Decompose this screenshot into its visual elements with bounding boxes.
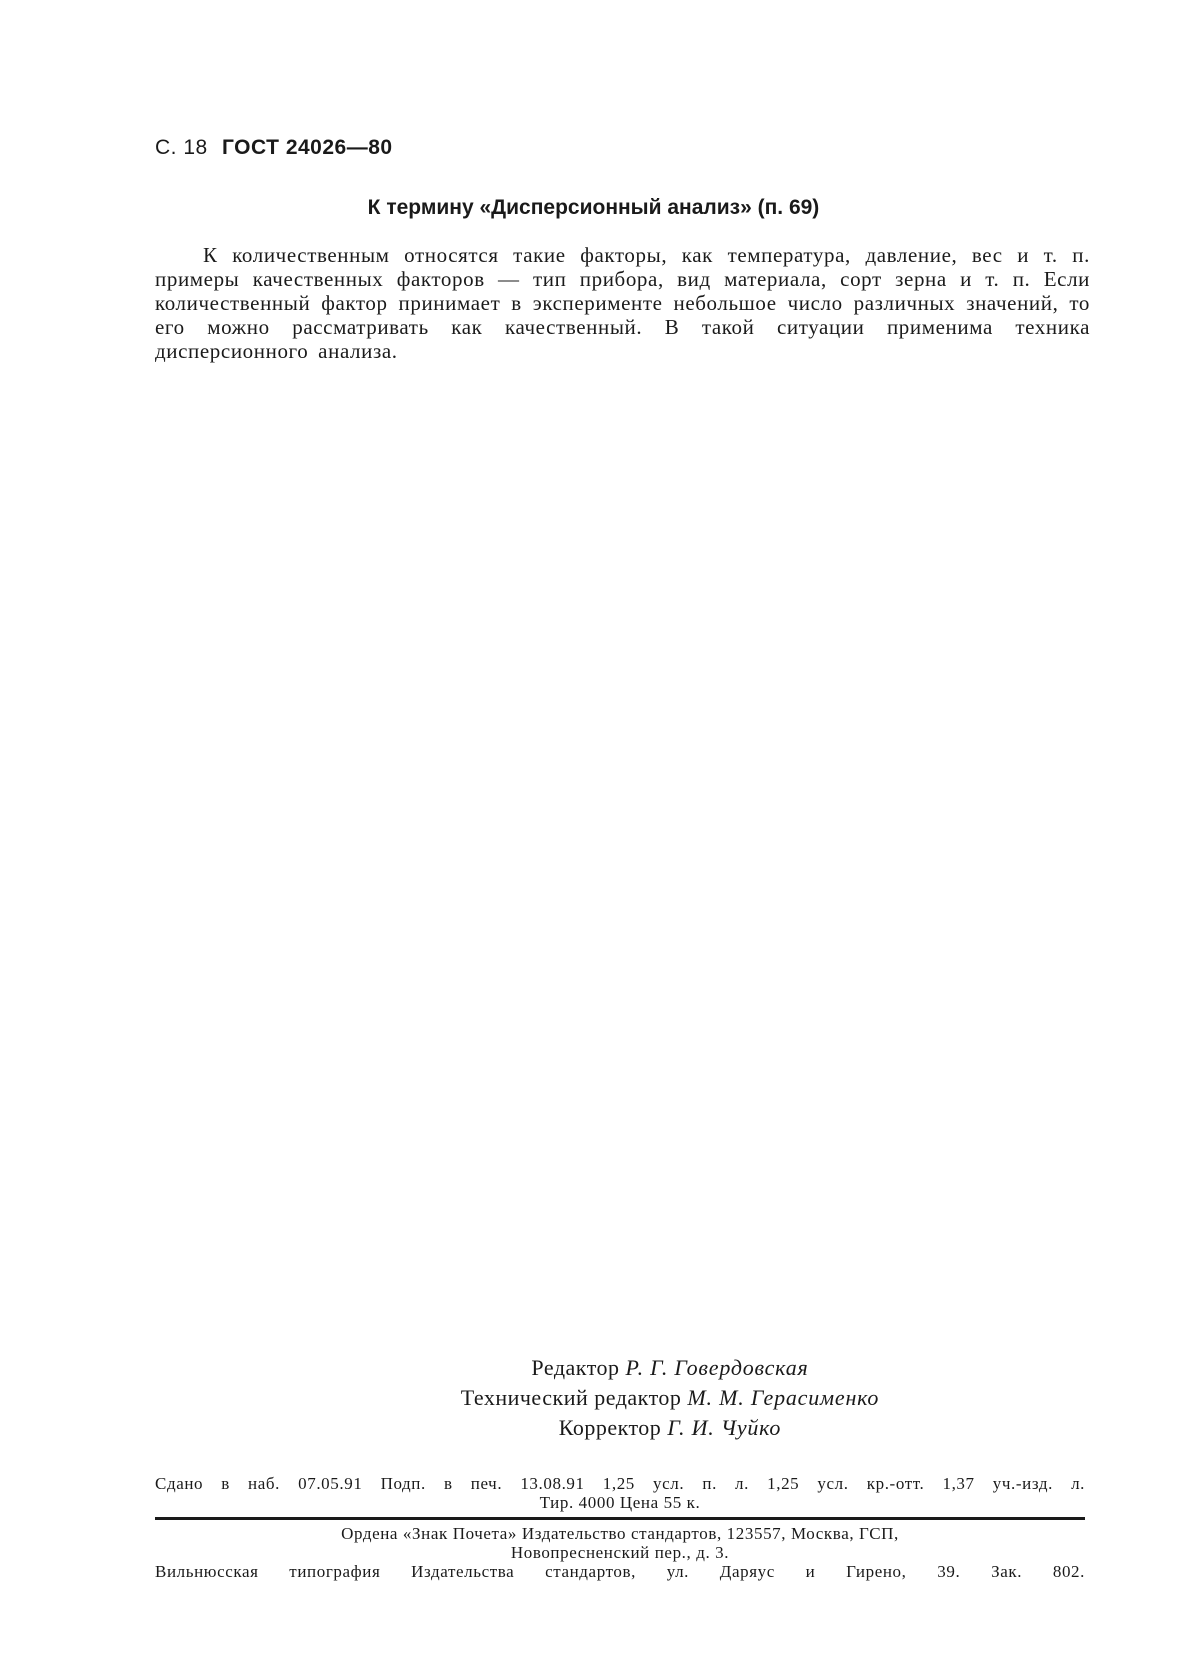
body-paragraph: К количественным относятся такие факторы, как температура, давление, вес и т. п. примеры качественных факторов — тип прибора, вид материала, сорт зерна и т. п. Если количественный фактор принимает в эксперименте небольшое число различных значений, то его можно рассматривать как качественный. В такой ситуации применима техника дисперсионного анализа.	[155, 243, 1090, 363]
divider-rule	[155, 1517, 1085, 1520]
standard-number: ГОСТ 24026—80	[222, 136, 393, 159]
page-header	[155, 136, 393, 160]
credits	[300, 1353, 1040, 1443]
tech-editor-line	[300, 1383, 1040, 1413]
proofreader-role: Корректор	[558, 1415, 662, 1440]
section-title: К термину «Дисперсионный анализ» (п. 69)	[367, 196, 820, 219]
imprint-line-2: Тир. 4000 Цена 55 к.	[539, 1493, 701, 1512]
publisher-line-3: Вильнюсская типография Издательства стандартов, ул. Даряус и Гирено, 39. Зак. 802.	[155, 1562, 1085, 1581]
publisher-line-1: Ордена «Знак Почета» Издательство стандартов, 123557, Москва, ГСП,	[341, 1524, 899, 1543]
tech-editor-name: М. М. Герасименко	[687, 1385, 880, 1410]
publisher-line-2: Новопресненский пер., д. 3.	[510, 1543, 730, 1562]
proofreader-line	[300, 1413, 1040, 1443]
imprint-line-1: Сдано в наб. 07.05.91 Подп. в печ. 13.08.91 1,25 усл. п. л. 1,25 усл. кр.-отт. 1,37 уч.-изд. л.	[155, 1474, 1085, 1493]
editor-role: Редактор	[531, 1355, 620, 1380]
publisher-info	[155, 1524, 1085, 1581]
editor-name: Р. Г. Говердовская	[625, 1355, 809, 1380]
imprint	[155, 1474, 1085, 1512]
editor-line	[300, 1353, 1040, 1383]
page-number: С. 18	[155, 136, 208, 159]
proofreader-name: Г. И. Чуйко	[667, 1415, 782, 1440]
tech-editor-role: Технический редактор	[460, 1385, 682, 1410]
